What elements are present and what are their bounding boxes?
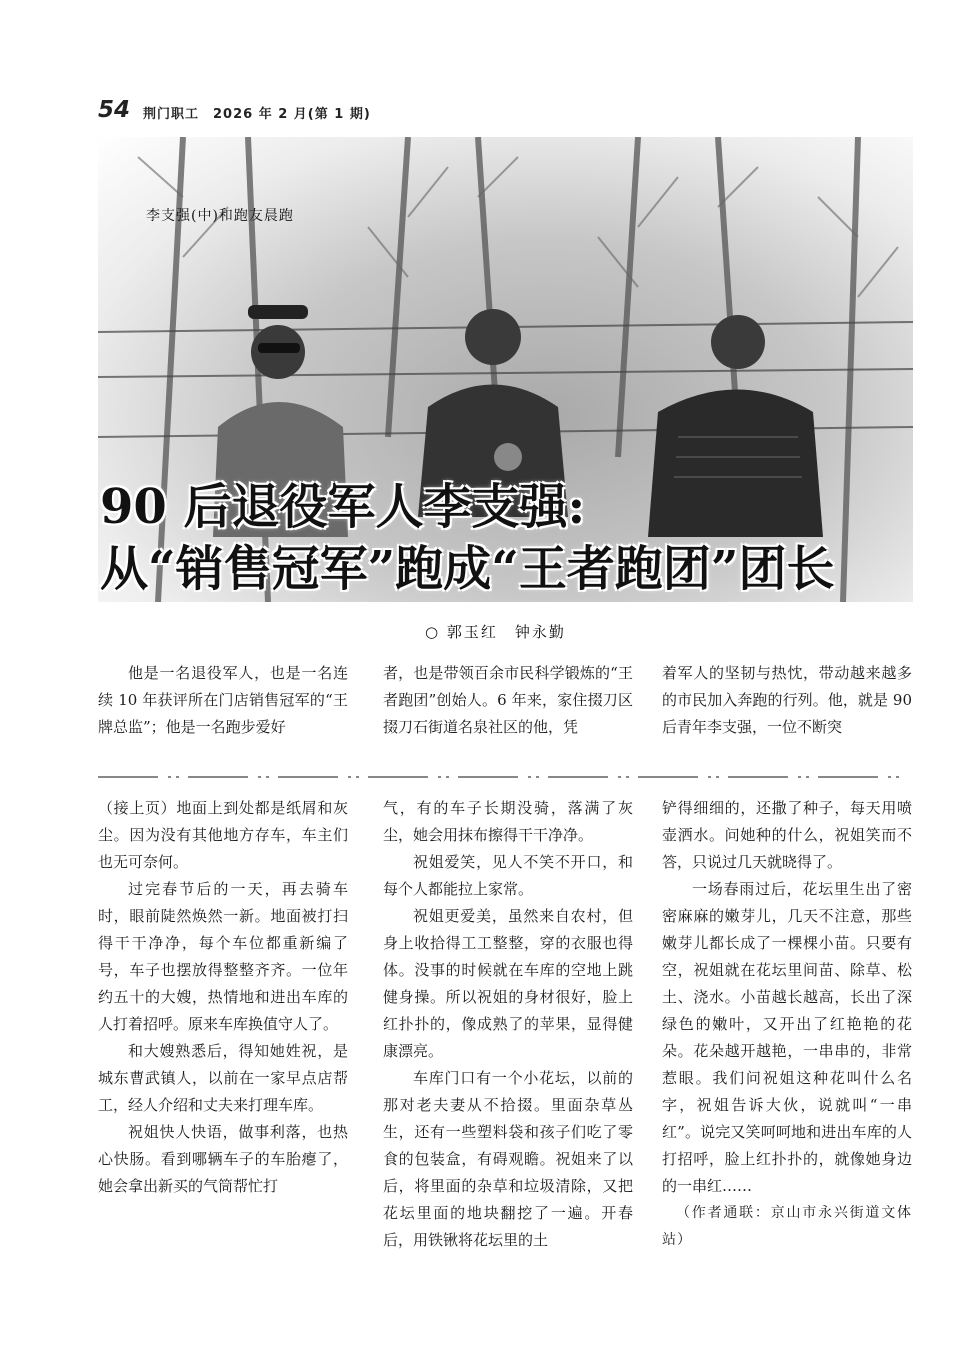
body-paragraph: 车库门口有一个小花坛，以前的那对老夫妻从不拾掇。里面杂草丛生，还有一些塑料袋和孩子们吃了零食的包装盒，有碍观瞻。祝姐来了以后，将里面的杂草和垃圾清除，又把花坛里面的地块翻挖了一遍。开春后，用铁锹将花坛里的土 [383,1069,633,1249]
headline-line-1: 90 后退役军人李支强: [100,479,586,535]
page-header [98,97,913,138]
body-paragraph: （接上页）地面上到处都是纸屑和灰尘。因为没有其他地方存车，车主们也无可奈何。 [98,799,348,871]
body-paragraph: 祝姐快人快语，做事利落，也热心快肠。看到哪辆车子的车胎瘪了，她会拿出新买的气筒帮忙打 [98,1123,348,1195]
author-credit: （作者通联：京山市永兴街道文体站） [662,1205,912,1248]
intro-paragraph: 者，也是带领百余市民科学锻炼的“王者跑团”创始人。6 年来，家住掇刀区掇刀石街道名泉社区的他，凭 [383,664,633,736]
intro-column-2 [383,660,633,741]
intro-column-3 [662,660,912,741]
body-paragraph: 过完春节后的一天，再去骑车时，眼前陡然焕然一新。地面被打扫得干干净净，每个车位都重新编了号，车子也摆放得整整齐齐。一位年约五十的大嫂，热情地和进出车库的人打着招呼。原来车库换值守人了。 [98,880,348,1033]
body-paragraph: 和大嫂熟悉后，得知她姓祝，是城东曹武镇人，以前在一家早点店帮工，经人介绍和丈夫来打理车库。 [98,1042,348,1114]
headline-line-2: 从“销售冠军”跑成“王者跑团”团长 [100,541,835,597]
intro-paragraph: 他是一名退役军人，也是一名连续 10 年获评所在门店销售冠军的“王牌总监”；他是一名跑步爱好 [98,664,348,736]
body-paragraph: 一场春雨过后，花坛里生出了密密麻麻的嫩芽儿，几天不注意，那些嫩芽儿都长成了一棵棵小苗。只要有空，祝姐就在花坛里间苗、除草、松土、浇水。小苗越长越高，长出了深绿色的嫩叶，又开出了红艳艳的花朵。花朵越开越艳，一串串的，非常惹眼。我们问祝姐这种花叫什么名字，祝姐告诉大伙，说就叫“一串红”。说完又笑呵呵地和进出车库的人打招呼，脸上红扑扑的，就像她身边的一串红…… [662,880,912,1195]
intro-column-1 [98,660,348,741]
section-divider [98,774,913,780]
body-paragraph: 祝姐更爱美，虽然来自农村，但身上收拾得工工整整，穿的衣服也得体。没事的时候就在车库的空地上跳健身操。所以祝姐的身材很好，脸上红扑扑的，像成熟了的苹果，显得健康漂亮。 [383,907,633,1060]
byline: ○ 郭玉红 钟永勤 [425,623,566,641]
photo-caption: 李支强(中)和跑友晨跑 [146,208,294,224]
body-column-1 [98,795,348,1200]
body-paragraph: 祝姐爱笑，见人不笑不开口，和每个人都能拉上家常。 [383,853,633,898]
body-paragraph: 气，有的车子长期没骑，落满了灰尘，她会用抹布擦得干干净净。 [383,799,633,844]
intro-paragraph: 着军人的坚韧与热忱，带动越来越多的市民加入奔跑的行列。他，就是 90 后青年李支强，一位不断突 [662,664,912,736]
body-column-3 [662,795,912,1254]
body-column-2 [383,795,633,1254]
magazine-issue: 荆门职工 2026 年 2 月(第 1 期) [143,107,371,122]
page-number: 54 [98,97,131,123]
body-paragraph: 铲得细细的，还撒了种子，每天用喷壶洒水。问她种的什么，祝姐笑而不答，只说过几天就晓得了。 [662,799,912,871]
